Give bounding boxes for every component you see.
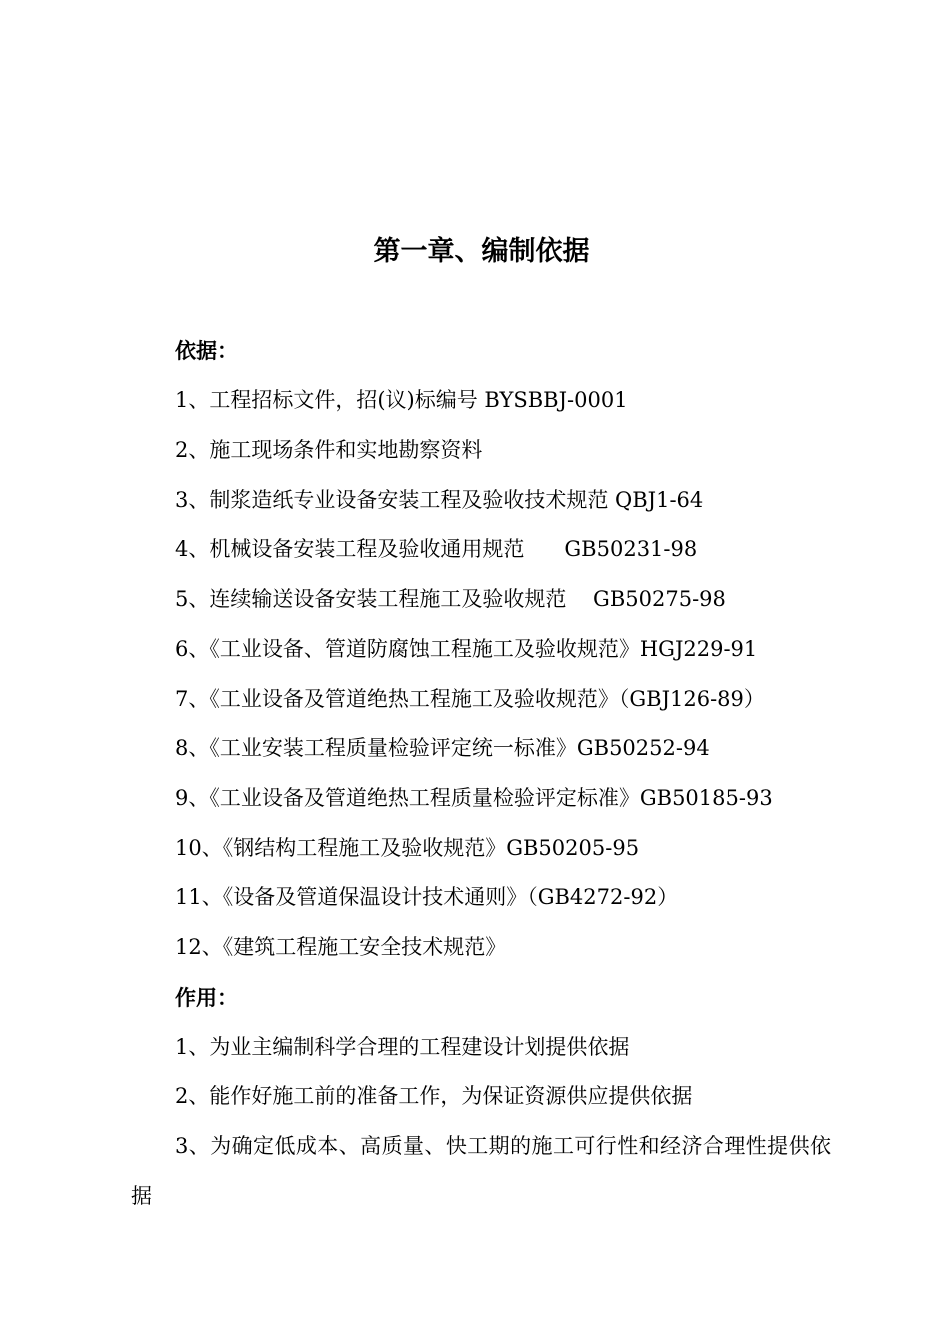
basis-item-4: 4、机械设备安装工程及验收通用规范 GB50231-98 [175,537,698,561]
purpose-item-3: 3、为确定低成本、高质量、快工期的施工可行性和经济合理性提供依据 [131,1134,831,1208]
purpose-item-2: 2、能作好施工前的准备工作，为保证资源供应提供依据 [175,1084,693,1108]
basis-item-6: 6、《工业设备、管道防腐蚀工程施工及验收规范》HGJ229-91 [175,637,758,661]
basis-item-12: 12、《建筑工程施工安全技术规范》 [175,935,507,959]
purpose-item-1: 1、为业主编制科学合理的工程建设计划提供依据 [175,1035,630,1059]
basis-item-11: 11、《设备及管道保温设计技术通则》（GB4272-92） [175,885,679,909]
basis-item-2: 2、施工现场条件和实地勘察资料 [175,438,483,462]
chapter-title: 第一章、编制依据 [373,236,590,267]
basis-item-8: 8、《工业安装工程质量检验评定统一标准》GB50252-94 [175,736,710,760]
basis-item-5: 5、连续输送设备安装工程施工及验收规范 GB50275-98 [175,587,726,611]
basis-item-3: 3、制浆造纸专业设备安装工程及验收技术规范 QBJ1-64 [175,488,704,512]
basis-item-1: 1、工程招标文件，招(议)标编号 BYSBBJ-0001 [175,388,628,412]
basis-label: 依据： [175,339,238,363]
basis-item-9: 9、《工业设备及管道绝热工程质量检验评定标准》GB50185-93 [175,786,773,810]
purpose-label: 作用： [175,986,238,1010]
basis-item-7: 7、《工业设备及管道绝热工程施工及验收规范》（GBJ126-89） [175,687,765,711]
basis-item-10: 10、《钢结构工程施工及验收规范》GB50205-95 [175,836,640,860]
